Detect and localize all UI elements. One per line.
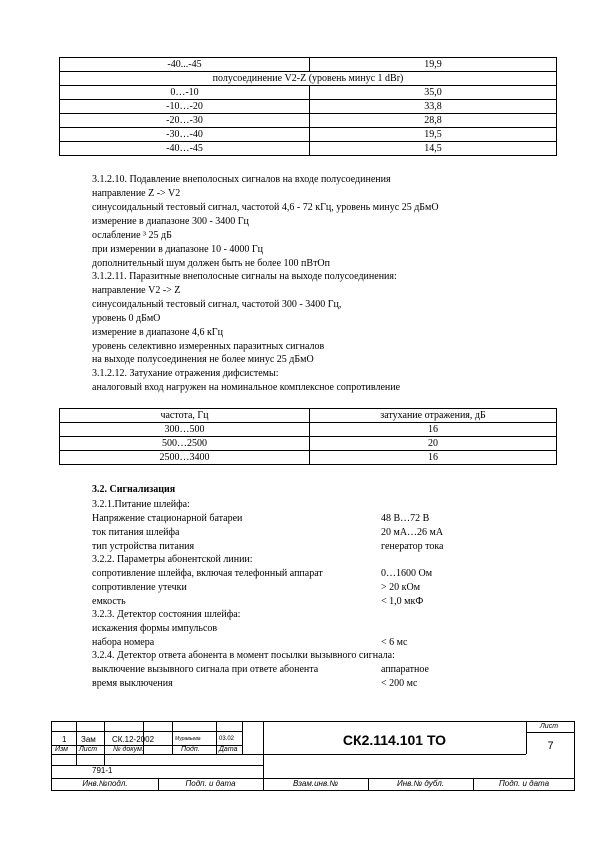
table-header-row: частота, Гц затухание отражения, дБ xyxy=(60,409,557,423)
table-row: 2500…3400 16 xyxy=(60,451,557,465)
text-line: при измерении в диапазоне 10 - 4000 Гц xyxy=(92,244,264,255)
spec-label: емкость xyxy=(92,596,126,607)
stamp-label-ndokum: № докум. xyxy=(113,746,144,753)
table-row: 500…2500 20 xyxy=(60,437,557,451)
spec-label: Напряжение стационарной батареи xyxy=(92,513,243,524)
spec-value: < 200 мс xyxy=(381,678,418,689)
stamp-podp-data: Подп. и дата xyxy=(185,779,236,788)
spec-label: 3.2.1.Питание шлейфа: xyxy=(92,499,190,510)
stamp-inv-dubl: Инв.№ дубл. xyxy=(397,779,444,788)
text-line: ослабление ³ 25 дБ xyxy=(92,230,172,241)
attenuation-table xyxy=(59,57,557,156)
spec-label: искажения формы импульсов xyxy=(92,623,218,634)
spec-value: 20 мА…26 мА xyxy=(381,527,444,538)
sheet-number: 7 xyxy=(547,740,554,752)
text-line: синусоидальный тестовый сигнал, частотой 4,6 - 72 кГц, уровень минус 25 дБмО xyxy=(92,202,439,213)
table-row: 0…-10 35,0 xyxy=(60,86,557,100)
text-line: дополнительный шум должен быть не более 100 пВтОп xyxy=(92,258,331,269)
stamp-label-podp: Подп. xyxy=(181,746,200,753)
spec-value: аппаратное xyxy=(381,664,429,675)
table-row: -40...-45 19,9 xyxy=(60,58,557,72)
spec-label: набора номера xyxy=(92,637,155,648)
text-line: 3.1.2.11. Паразитные внеполосные сигналы на выходе полусоединения: xyxy=(92,271,397,282)
spec-value: генератор тока xyxy=(381,541,444,552)
text-line: аналоговый вход нагружен на номинальное комплексное сопротивление xyxy=(92,382,401,393)
stamp-label-list: Лист xyxy=(79,746,98,753)
stamp-inv-podl: Инв.№подл. xyxy=(82,779,128,788)
table-row: полусоединение V2-Z (уровень минус 1 dBr) xyxy=(60,72,557,86)
section-title: 3.2. Сигнализация xyxy=(92,484,176,495)
table-row: 300…500 16 xyxy=(60,423,557,437)
stamp-label-data: Дата xyxy=(219,746,238,753)
table-row: -20…-30 28,8 xyxy=(60,114,557,128)
stamp-label-izm: Изм xyxy=(55,746,68,753)
text-line: 3.1.2.10. Подавление внеполосных сигналов на входе полусоединения xyxy=(92,174,391,185)
text-line: синусоидальный тестовый сигнал, частотой 300 - 3400 Гц, xyxy=(92,299,342,310)
text-line: уровень селективно измеренных паразитных сигналов xyxy=(92,341,325,352)
table-row: -10…-20 33,8 xyxy=(60,100,557,114)
spec-value: < 6 мс xyxy=(381,637,408,648)
text-line: на выходе полусоединения не более минус 25 дБмО xyxy=(92,354,314,365)
spec-label: выключение вызывного сигнала при ответе абонента xyxy=(92,664,319,675)
text-line: направление Z -> V2 xyxy=(92,188,181,199)
spec-label: ток питания шлейфа xyxy=(92,527,180,538)
text-line: 3.1.2.12. Затухание отражения дифсистемы: xyxy=(92,368,279,379)
document-code: СК2.114.101 ТО xyxy=(342,732,447,748)
text-line: измерение в диапазоне 300 - 3400 Гц xyxy=(92,216,249,227)
stamp-sheet-label: Лист xyxy=(540,723,559,730)
text-line: измерение в диапазоне 4,6 кГц xyxy=(92,327,223,338)
text-line: уровень 0 дБмО xyxy=(92,313,161,324)
spec-value: 0…1600 Ом xyxy=(381,568,433,579)
stamp-change-type: Зам xyxy=(81,735,96,744)
spec-label: время выключения xyxy=(92,678,173,689)
stamp-doc-number: СК.12-2002 xyxy=(112,735,155,744)
spec-label: 3.2.4. Детектор ответа абонента в момент посылки вызывного сигнала: xyxy=(92,650,395,661)
spec-label: 3.2.2. Параметры абонентской линии: xyxy=(92,554,253,565)
text-line: направление V2 -> Z xyxy=(92,285,181,296)
stamp-change-number: 1 xyxy=(62,735,67,744)
spec-label: сопротивление шлейфа, включая телефонный аппарат xyxy=(92,568,323,579)
inventory-number: 791-1 xyxy=(92,766,113,775)
spec-value: 48 В…72 В xyxy=(381,513,430,524)
spec-value: > 20 кОм xyxy=(381,582,421,593)
reflection-table xyxy=(59,408,557,465)
spec-label: 3.2.3. Детектор состояния шлейфа: xyxy=(92,609,241,620)
stamp-signer: Муравьева xyxy=(175,736,201,742)
stamp-vzam-inv: Взам.инв.№ xyxy=(292,779,339,788)
stamp-podp-data-2: Подп. и дата xyxy=(498,779,550,788)
table-row: -30…-40 19,5 xyxy=(60,128,557,142)
spec-value: < 1,0 мкФ xyxy=(381,596,424,607)
spec-label: тип устройства питания xyxy=(92,541,195,552)
spec-label: сопротивление утечки xyxy=(92,582,187,593)
title-block-stamp xyxy=(51,721,575,791)
stamp-date: 03.02 xyxy=(219,736,235,742)
table-row: -40…-45 14,5 xyxy=(60,142,557,156)
